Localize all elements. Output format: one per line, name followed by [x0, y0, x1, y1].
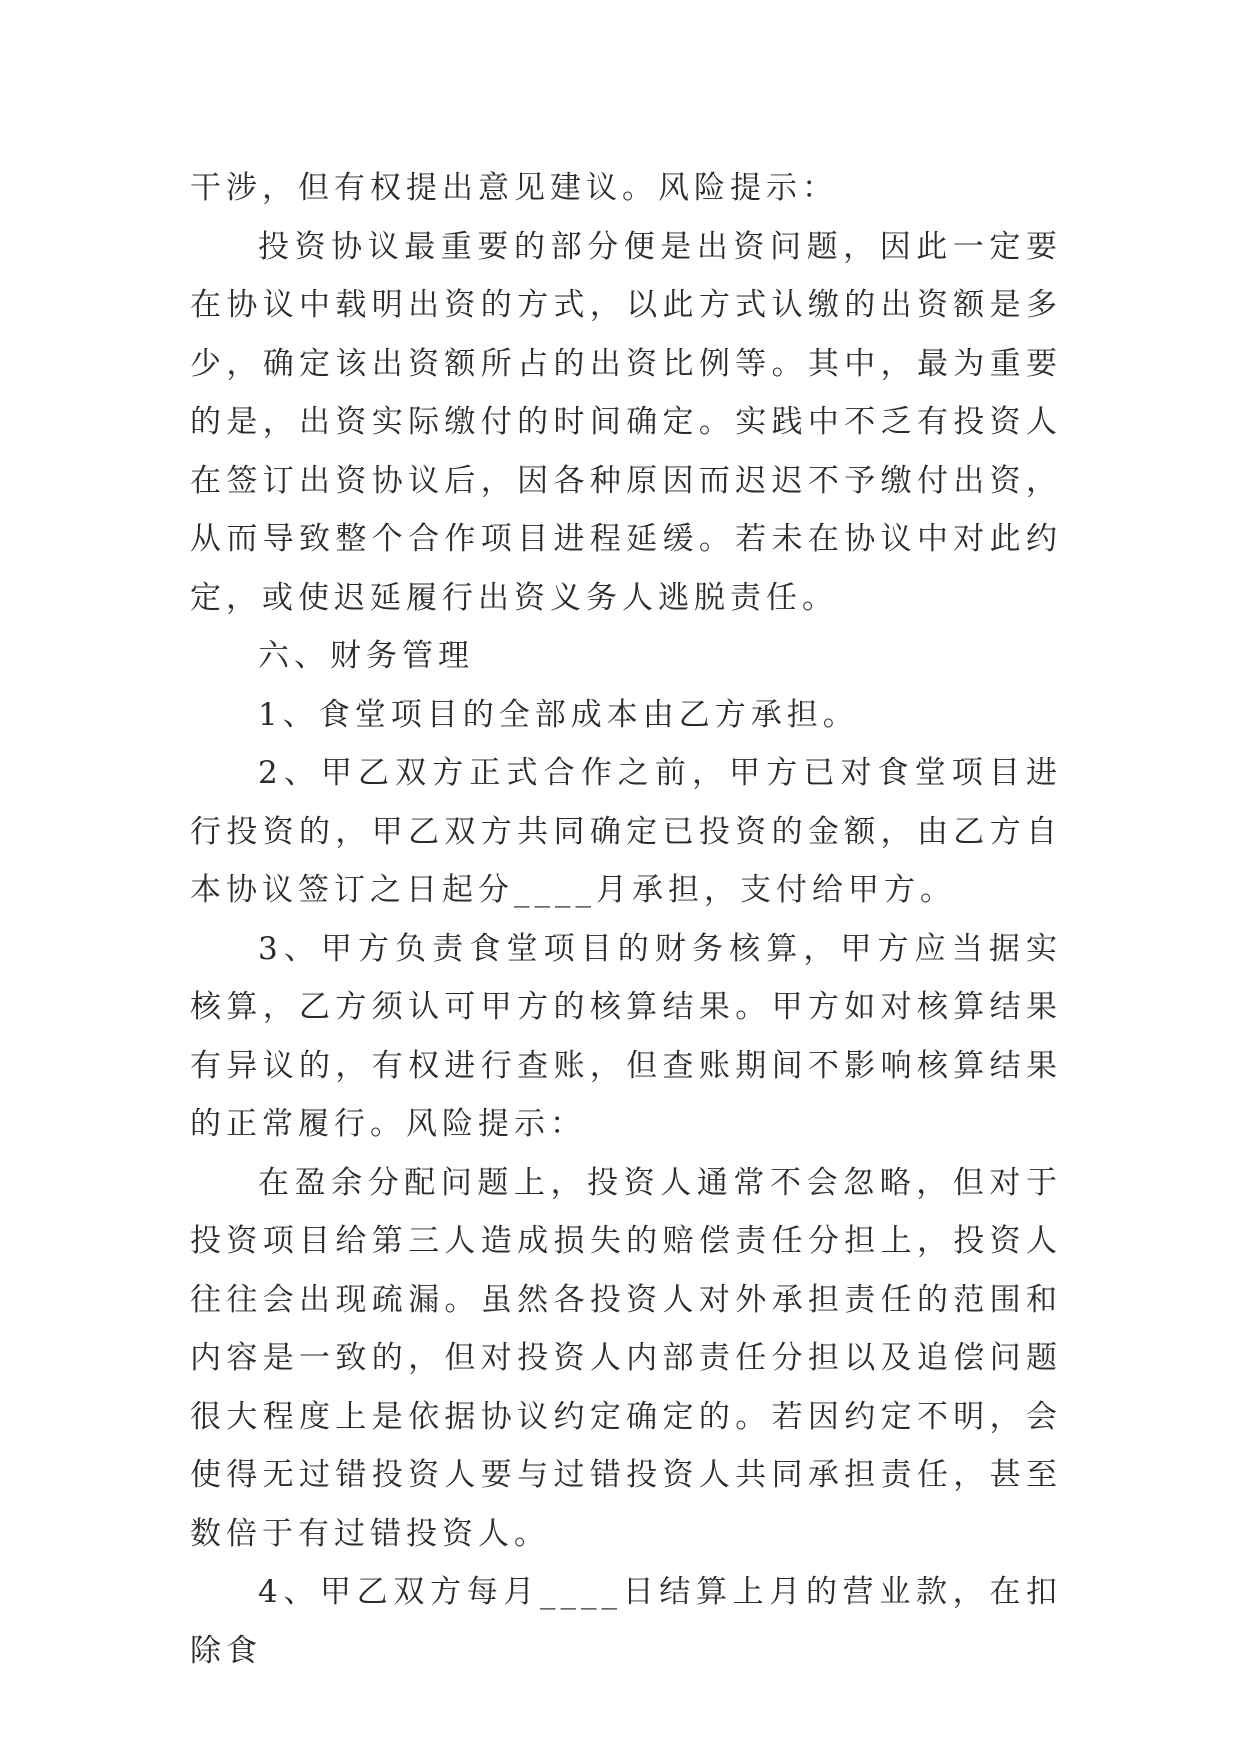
paragraph: 在盈余分配问题上，投资人通常不会忽略，但对于投资项目给第三人造成损失的赔偿责任分担上，投资人往往会出现疏漏。虽然各投资人对外承担责任的范围和内容是一致的，但对投资人内部责任分担以及追偿问题很大程度上是依据协议约定确定的。若因约定不明，会使得无过错投资人要与过错投资人共同承担责任，甚至数倍于有过错投资人。	[190, 1164, 1062, 1552]
clause-item: 1、食堂项目的全部成本由乙方承担。	[258, 696, 859, 733]
paragraph: 投资协议最重要的部分便是出资问题，因此一定要在协议中载明出资的方式，以此方式认缴的出资额是多少，确定该出资额所占的出资比例等。其中，最为重要的是，出资实际缴付的时间确定。实践中不乏有投资人在签订出资协议后，因各种原因而迟迟不予缴付出资，从而导致整个合作项目进程延缓。若未在协议中对此约定，或使迟延履行出资义务人逃脱责任。	[190, 228, 1062, 616]
section-heading: 六、财务管理	[258, 638, 474, 674]
paragraph: 干涉，但有权提出意见建议。风险提示：	[190, 170, 838, 206]
clause-item: 3、甲方负责食堂项目的财务核算，甲方应当据实核算，乙方须认可甲方的核算结果。甲方如对核算结果有异议的，有权进行查账，但查账期间不影响核算结果的正常履行。风险提示：	[190, 930, 1062, 1142]
document-body	[190, 159, 1062, 1680]
clause-item: 4、甲乙双方每月____日结算上月的营业款，在扣除食	[190, 1574, 1062, 1669]
clause-item: 2、甲乙双方正式合作之前，甲方已对食堂项目进行投资的，甲乙双方共同确定已投资的金额，由乙方自本协议签订之日起分____月承担，支付给甲方。	[190, 755, 1062, 908]
